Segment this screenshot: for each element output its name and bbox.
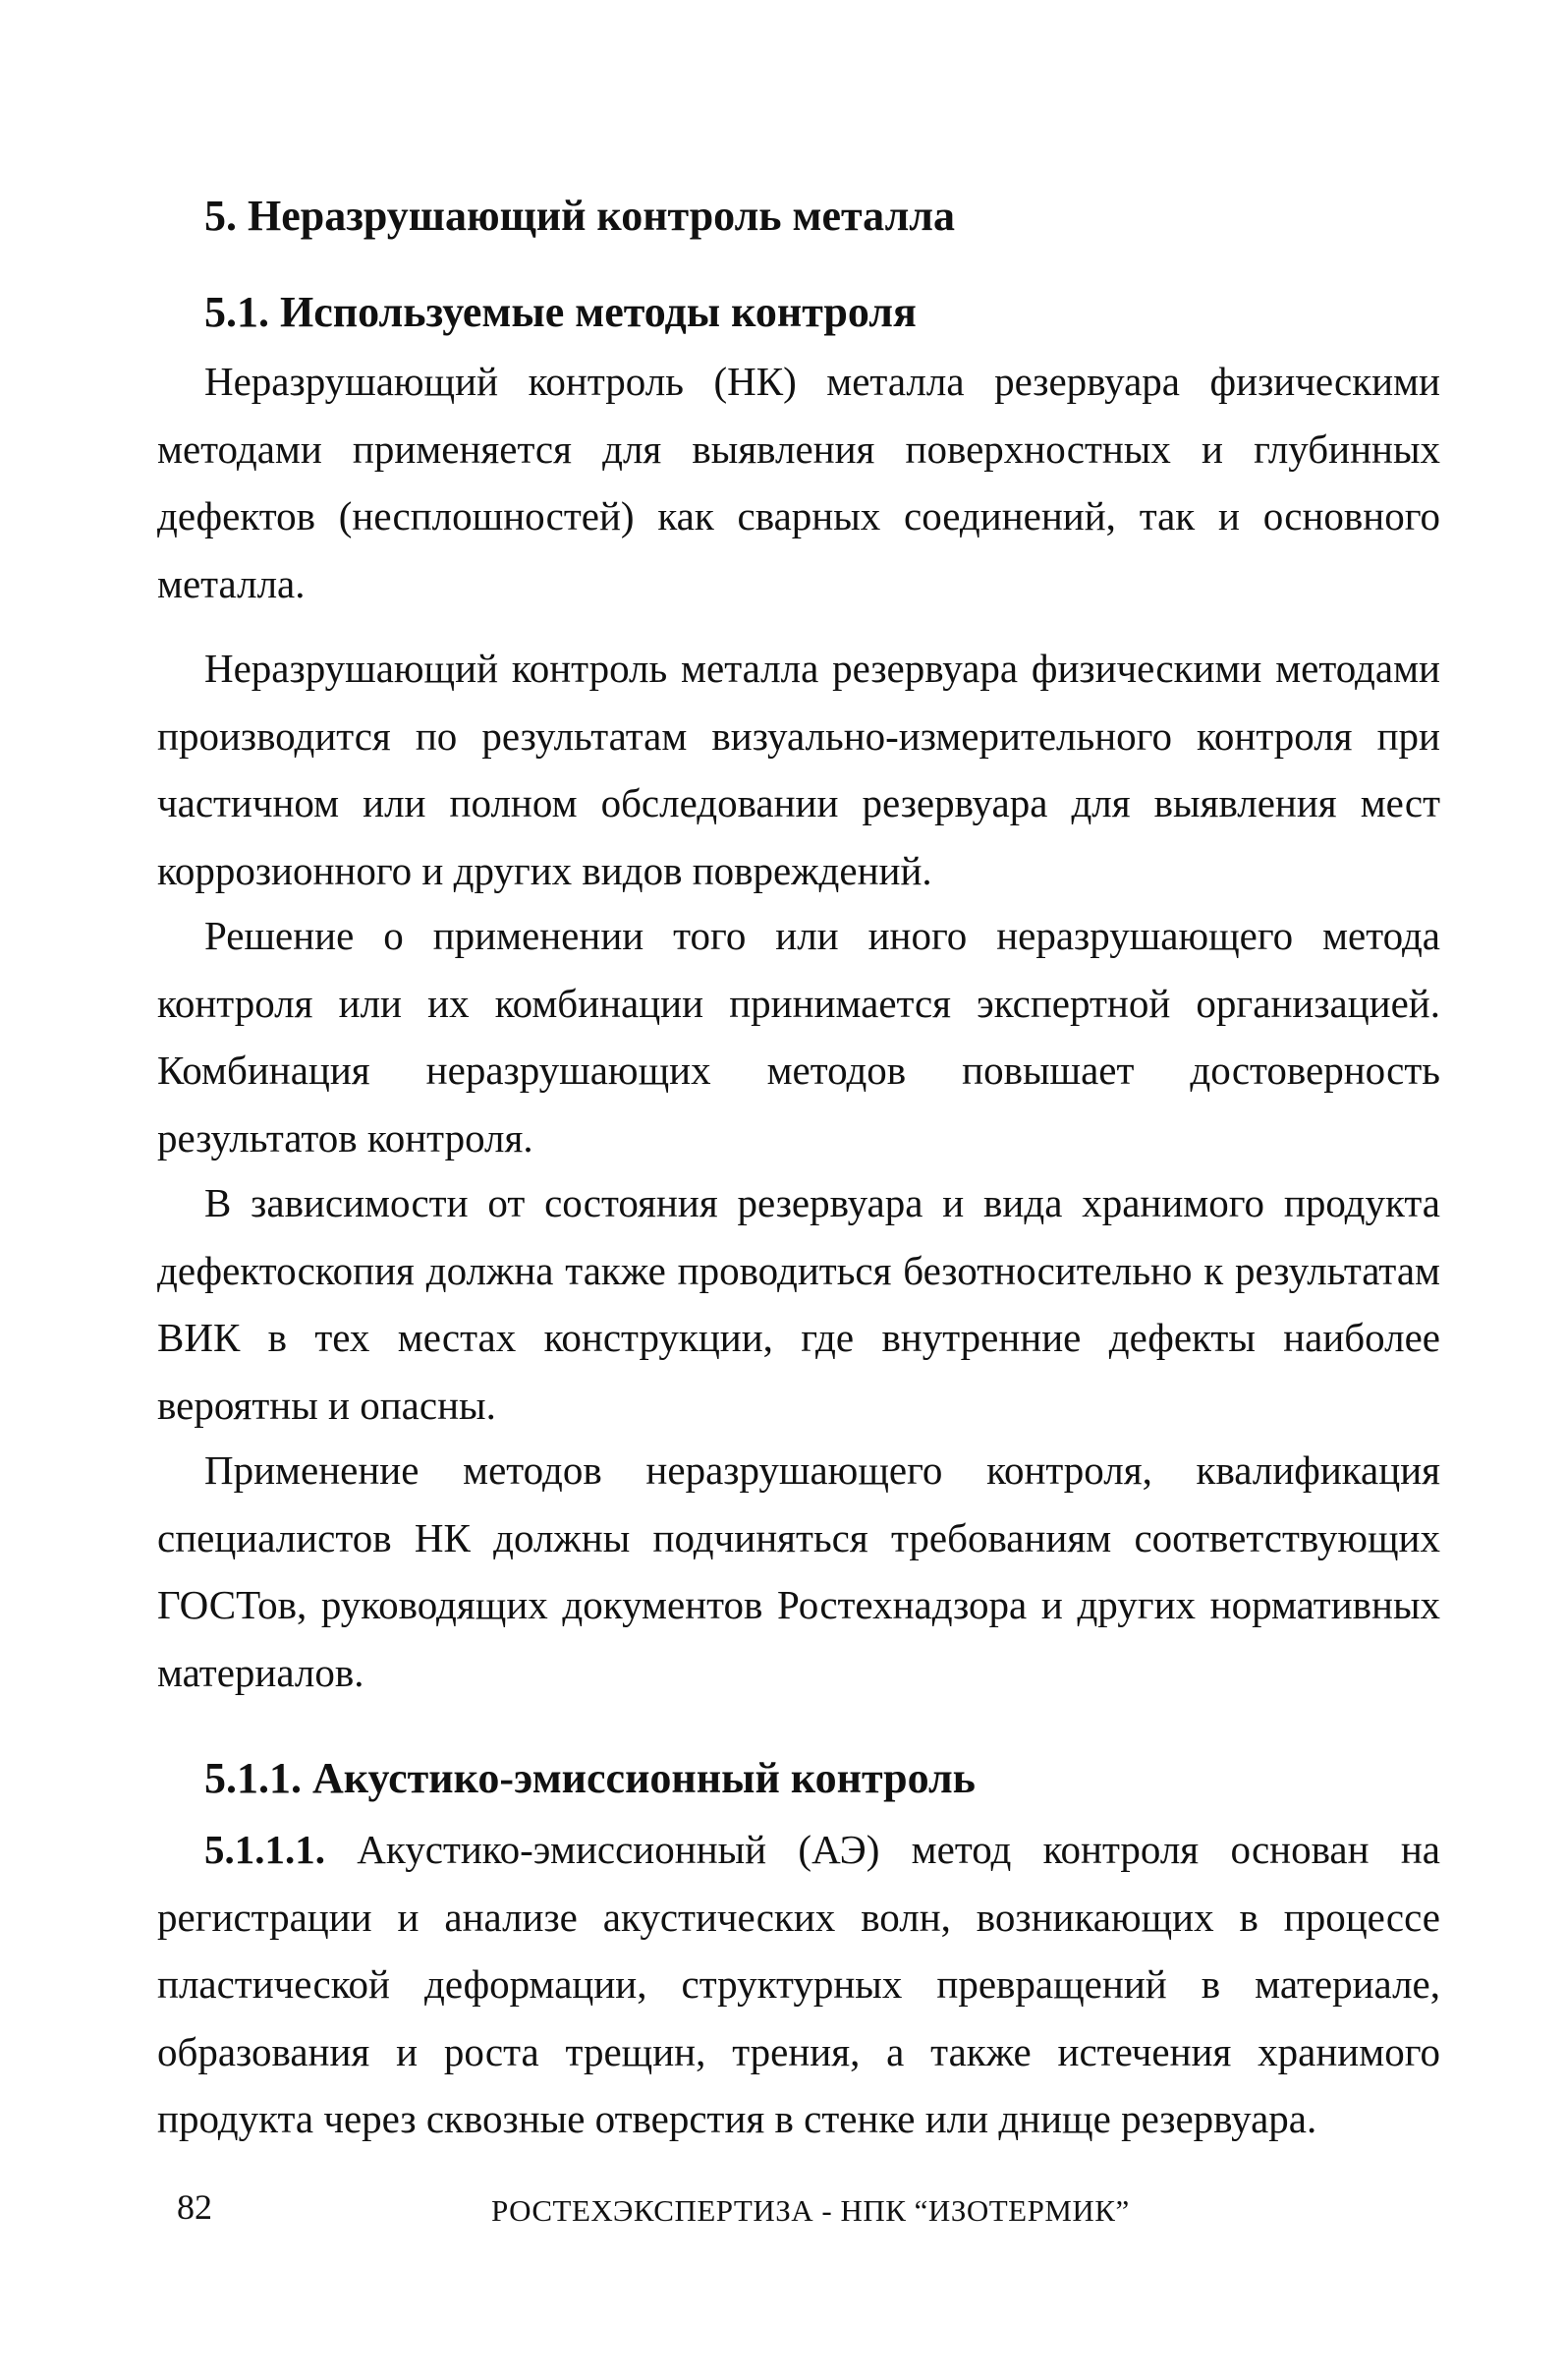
paragraph: В зависимости от состояния резервуара и вида хранимого продукта дефектоскопия должна также проводиться безотносительно к результатам ВИК в тех местах конструкции, где внутренние дефекты наиболее вероятны и опасны. bbox=[157, 1180, 1440, 1428]
page-number: 82 bbox=[177, 2187, 212, 2227]
paragraph: Неразрушающий контроль металла резервуара физическими методами производится по результатам визуально-измерительного контроля при частичном или полном обследовании резервуара для выявления мест коррозионного и других видов повреждений. bbox=[157, 646, 1440, 893]
footer-publisher: РОСТЕХЭКСПЕРТИЗА - НПК “ИЗОТЕРМИК” bbox=[491, 2193, 1130, 2228]
section-heading: 5.1. Используемые методы контроля bbox=[204, 288, 917, 336]
subsection-heading: 5.1.1. Акустико-эмиссионный контроль bbox=[204, 1754, 976, 1802]
clause-number: 5.1.1.1. bbox=[204, 1827, 325, 1872]
chapter-heading: 5. Неразрушающий контроль металла bbox=[204, 192, 955, 240]
paragraph: Решение о применении того или иного неразрушающего метода контроля или их комбинации принимается экспертной организацией. Комбинация неразрушающих методов повышает достоверность результатов контроля. bbox=[157, 913, 1440, 1161]
clause-text: Акустико-эмиссионный (АЭ) метод контроля основан на регистрации и анализе акустических волн, возникающих в процессе пластической деформации, структурных превращений в материале, образования и роста трещин, трения, а также истечения хранимого продукта через сквозные отверстия в стенке или днище резервуара. bbox=[157, 1827, 1440, 2141]
paragraph: Неразрушающий контроль (НК) металла резервуара физическими методами применяется для выявления поверхностных и глубинных дефектов (несплошностей) как сварных соединений, так и основного металла. bbox=[157, 359, 1440, 606]
clause-paragraph bbox=[157, 1816, 1440, 2153]
paragraph: Применение методов неразрушающего контроля, квалификация специалистов НК должны подчиняться требованиям соответствующих ГОСТов, руководящих документов Ростехнадзора и других нормативных материалов. bbox=[157, 1447, 1440, 1695]
